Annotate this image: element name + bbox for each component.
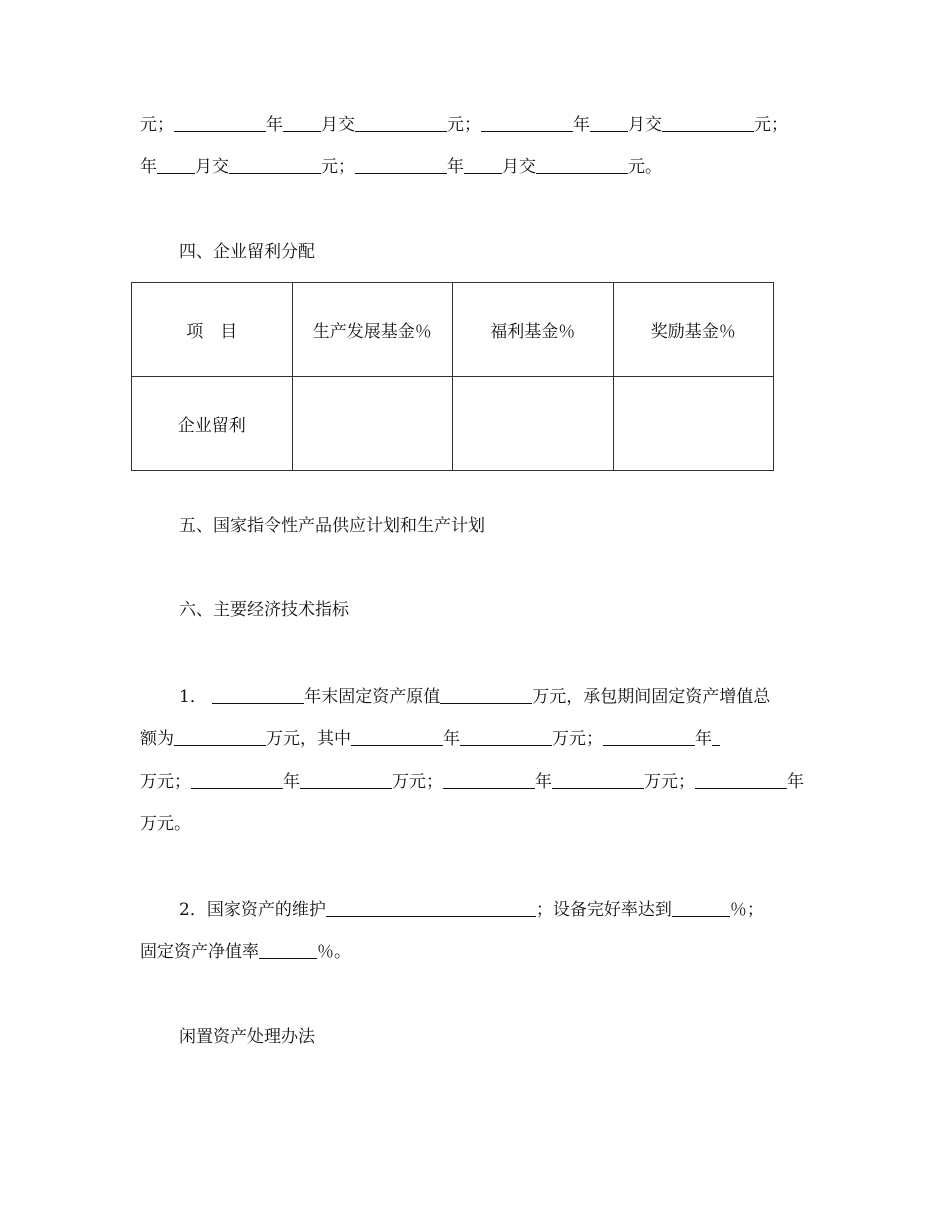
- row-label-retained-profit: 企业留利: [132, 377, 293, 471]
- header-item: 项 目: [132, 283, 293, 377]
- text-equipment-rate: ；设备完好率达到: [535, 900, 672, 920]
- text-wanyuan: 万元: [140, 772, 174, 792]
- table-header-row: [132, 283, 774, 377]
- text-yuan: 元: [140, 115, 157, 135]
- text-of-which: 万元，其中: [266, 729, 351, 749]
- text-asset-increase: 万元，承包期间固定资产增值总: [532, 687, 771, 707]
- cell-bonus-fund[interactable]: [613, 377, 774, 471]
- text-year: 年: [573, 115, 590, 135]
- blank-amount[interactable]: [662, 113, 754, 132]
- text-sep: ；: [338, 157, 355, 177]
- text-end: 。: [334, 942, 351, 962]
- text-yuan: 元: [447, 115, 464, 135]
- text-end: 。: [645, 157, 662, 177]
- blank-year[interactable]: [481, 113, 573, 132]
- text-yuan: 元: [321, 157, 338, 177]
- text-sep: ；: [586, 729, 603, 749]
- blank-amount[interactable]: [552, 770, 644, 789]
- text-month-pay: 月交: [628, 115, 662, 135]
- item1-line-2: [140, 727, 720, 751]
- blank-amount[interactable]: [300, 770, 392, 789]
- text-wanyuan: 万元: [644, 772, 678, 792]
- payment-schedule-line-1: [140, 113, 788, 137]
- blank-year[interactable]: [603, 727, 695, 746]
- text-asset-maintenance: 国家资产的维护: [206, 900, 326, 920]
- blank-amount[interactable]: [229, 155, 321, 174]
- text-yuan: 元: [628, 157, 645, 177]
- text-amount-is: 额为: [140, 729, 174, 749]
- text-year: 年: [266, 115, 283, 135]
- item1-line-4: [140, 812, 191, 836]
- blank-year[interactable]: [355, 155, 447, 174]
- text-year: 年: [787, 772, 804, 792]
- blank-month[interactable]: [157, 155, 195, 174]
- blank-maintenance[interactable]: [326, 898, 536, 917]
- profit-allocation-table: [131, 282, 774, 471]
- blank-equipment-rate[interactable]: [672, 898, 730, 917]
- text-year: 年: [283, 772, 300, 792]
- blank-year[interactable]: [351, 727, 443, 746]
- text-sep: ；: [771, 115, 788, 135]
- section6-heading: 六、主要经济技术指标: [179, 600, 349, 620]
- text-month-pay: 月交: [321, 115, 355, 135]
- blank-year[interactable]: [212, 685, 304, 704]
- section4-heading: 四、企业留利分配: [179, 242, 315, 262]
- cell-welfare-fund[interactable]: [453, 377, 614, 471]
- blank-year[interactable]: [695, 770, 787, 789]
- text-sep: ；: [464, 115, 481, 135]
- blank-year[interactable]: [174, 113, 266, 132]
- item2-line-2: [140, 940, 351, 964]
- blank-amount[interactable]: [174, 727, 266, 746]
- payment-schedule-line-2: [140, 155, 662, 179]
- blank-month[interactable]: [283, 113, 321, 132]
- cell-production-fund[interactable]: [292, 377, 453, 471]
- blank-amount[interactable]: [712, 727, 720, 746]
- text-year: 年: [443, 729, 460, 749]
- text-sep: ；: [746, 900, 764, 920]
- text-net-value-rate: 固定资产净值率: [140, 942, 259, 962]
- text-sep: ；: [174, 772, 191, 792]
- item1-line-3: [140, 770, 804, 794]
- blank-month[interactable]: [590, 113, 628, 132]
- item2-number: 2．: [179, 900, 207, 920]
- text-sep: ；: [678, 772, 695, 792]
- item1-line-1: [179, 685, 770, 709]
- header-welfare-fund: 福利基金％: [453, 283, 614, 377]
- header-production-fund: 生产发展基金％: [292, 283, 453, 377]
- text-wanyuan: 万元: [140, 814, 174, 834]
- text-year: 年: [447, 157, 464, 177]
- text-sep: ；: [157, 115, 174, 135]
- text-percent: ％: [317, 942, 334, 962]
- blank-net-value-rate[interactable]: [259, 940, 317, 959]
- blank-year[interactable]: [443, 770, 535, 789]
- header-bonus-fund: 奖励基金％: [613, 283, 774, 377]
- text-sep: ；: [426, 772, 443, 792]
- text-yuan: 元: [754, 115, 771, 135]
- text-wanyuan: 万元: [552, 729, 586, 749]
- text-year: 年: [695, 729, 712, 749]
- text-wanyuan: 万元: [392, 772, 426, 792]
- item2-line-1: [179, 898, 764, 922]
- item1-number: 1．: [179, 687, 207, 707]
- blank-amount[interactable]: [355, 113, 447, 132]
- text-year: 年: [140, 157, 157, 177]
- text-percent: ％: [729, 900, 747, 920]
- text-month-pay: 月交: [195, 157, 229, 177]
- text-end: 。: [174, 814, 191, 834]
- idle-assets-heading: 闲置资产处理办法: [179, 1027, 315, 1047]
- text-fixed-asset-original: 年末固定资产原值: [304, 687, 441, 707]
- blank-amount[interactable]: [536, 155, 628, 174]
- section5-heading: 五、国家指令性产品供应计划和生产计划: [179, 516, 485, 536]
- text-month-pay: 月交: [502, 157, 536, 177]
- blank-amount[interactable]: [440, 685, 532, 704]
- blank-month[interactable]: [464, 155, 502, 174]
- text-year: 年: [535, 772, 552, 792]
- blank-year[interactable]: [191, 770, 283, 789]
- table-row: [132, 377, 774, 471]
- blank-amount[interactable]: [460, 727, 552, 746]
